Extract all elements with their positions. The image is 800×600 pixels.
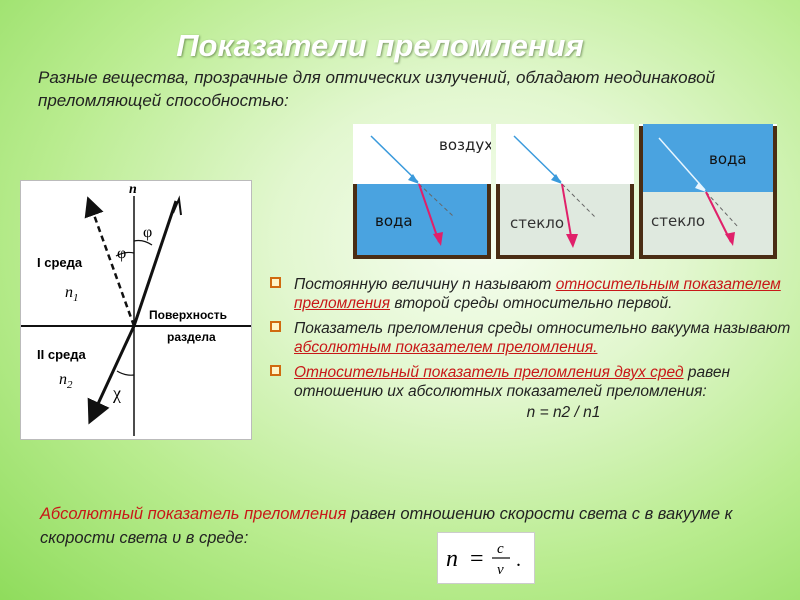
beaker-water-glass [639,124,777,259]
surface-label-2: раздела [167,330,216,344]
chi-label: χ [113,383,121,403]
phi-label-2: φ [143,224,153,241]
relative-index-formula: n = n2 / n1 [526,404,601,421]
formula-dot: . [516,549,521,571]
normal-label: n [129,182,137,197]
surface-label-1: Поверхность [149,308,228,322]
beaker2-bottom-label: стекло [510,214,565,232]
angle-arc-2 [134,241,152,246]
formula-denominator: v [497,562,504,578]
bullet-list [268,275,793,428]
absolute-index-term: Абсолютный показатель преломления [40,505,347,523]
bullet-item-1: Постоянную величину n называют относительным показателем преломления второй среды относительно первой. [268,275,793,313]
refraction-diagram [20,180,252,440]
refraction-diagram-svg [21,181,251,439]
n1-label: $n_1$ [65,284,79,304]
bullet-square-icon [270,277,281,288]
intro-text: Разные вещества, прозрачные для оптических излучений, обладают неодинаковой преломляющей способностью: [38,68,716,110]
speed-ratio-formula [437,532,535,584]
beaker-air-glass [496,124,634,259]
slide-title: Показатели преломления [176,28,584,63]
beaker3-bottom-label: стекло [651,212,706,230]
angle-arc-3 [117,371,134,375]
phi-label-1: φ [117,245,127,262]
reflected-ray [89,201,134,326]
link-relative-index[interactable]: относительным показателем [555,276,781,293]
bullet-square-icon [270,365,281,376]
beaker3-top-label: вода [709,150,747,168]
link-relative-two-media[interactable]: Относительный показатель преломления двух сред [294,364,684,381]
link-absolute-index[interactable]: абсолютным показателем преломления. [294,339,598,356]
medium1-label: I среда [37,255,83,270]
link-refraction[interactable]: преломления [294,295,391,312]
bullet-item-3: Относительный показатель преломления двух сред равен отношению их абсолютных показателей преломления: n = n2 / n1 [268,363,793,422]
medium2-label: II среда [37,347,86,362]
bullet-item-2: Показатель преломления среды относительно вакуума называют абсолютным показателем преломления. [268,319,793,357]
absolute-index-statement: Абсолютный показатель преломления равен отношению скорости света с в вакууме к скорости света υ в среде: [40,505,733,547]
formula-n: n [446,546,458,572]
n2-label: $n_2$ [59,371,73,391]
refracted-ray [91,326,134,419]
beaker1-bottom-label: вода [375,212,413,230]
formula-numerator: c [497,541,504,557]
beaker-air-water [353,124,491,259]
beaker1-top-label: воздух [439,136,491,154]
bullet-square-icon [270,321,281,332]
formula-equals: = [470,546,484,572]
